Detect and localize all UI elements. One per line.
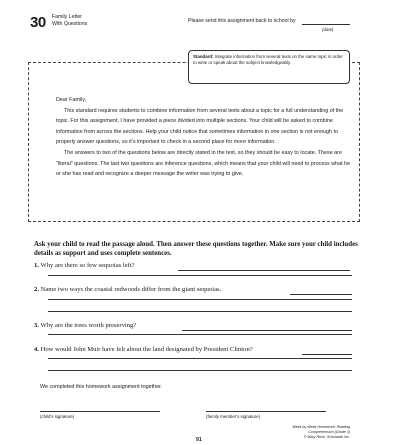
credit-line-1: Week by Week Homework: Reading Comprehension (Grade 3) <box>292 425 350 434</box>
instructions: Ask your child to read the passage aloud. Then answer these questions together. Make sure your child includes details as support and uses complete sentences. <box>34 241 358 257</box>
question-text: Why are the trees worth preserving? <box>38 322 137 329</box>
date-line <box>302 24 350 25</box>
letter-paragraph-1: This standard requires students to combine information from several texts about a topic for a full understanding of the topic. For this assignment, I have provided a piece divided into multiple sections. Your child will be asked to combine information from across the sections. Help your child notice that sometimes information in one section is not enough to properly answer questions, so it's important to check in a second place for more information. <box>56 107 344 146</box>
credit-line-2: © Mary Rose, Scholastic Inc. <box>303 435 350 439</box>
question-text: How would John Muir have felt about the land designated by President Clinton? <box>38 346 253 353</box>
question-3 <box>34 322 136 329</box>
question-4 <box>34 346 253 353</box>
question-text: Name two ways the coastal redwoods differ from the giant sequoias. <box>38 286 222 293</box>
answer-line[interactable] <box>48 358 352 359</box>
date-label: (date) <box>322 27 334 32</box>
question-number: 4. <box>34 346 39 353</box>
title-line-2: With Questions <box>52 20 88 27</box>
family-signature-label: (family member's signature) <box>206 414 261 419</box>
answer-line[interactable] <box>302 354 352 355</box>
answer-line[interactable] <box>48 370 352 371</box>
letter-greeting: Dear Family, <box>56 97 87 103</box>
question-number: 3. <box>34 322 39 329</box>
answer-line[interactable] <box>48 275 352 276</box>
child-signature-line[interactable] <box>40 411 160 412</box>
answer-line[interactable] <box>290 294 352 295</box>
question-2 <box>34 286 221 293</box>
question-number: 1. <box>34 262 39 269</box>
standard-label: Standard: <box>193 54 214 59</box>
lesson-title <box>52 14 87 27</box>
page-number: 91 <box>196 437 202 443</box>
answer-line[interactable] <box>178 270 350 271</box>
answer-line[interactable] <box>48 334 352 335</box>
question-1 <box>34 262 135 269</box>
family-letter <box>56 95 352 180</box>
family-signature-line[interactable] <box>206 411 326 412</box>
answer-line[interactable] <box>48 299 352 300</box>
standard-box <box>188 50 350 84</box>
title-line-1: Family Letter <box>52 14 82 20</box>
completion-text: We completed this homework assignment together. <box>40 384 163 390</box>
question-text: Why are there so few sequoias left? <box>38 262 135 269</box>
footer-credit <box>284 425 350 440</box>
question-number: 2. <box>34 286 39 293</box>
lesson-number: 30 <box>30 14 46 31</box>
answer-line[interactable] <box>182 330 352 331</box>
standard-text: Integrate information from several texts on the same topic in order to write or speak about the subject knowledgeably. <box>193 54 343 65</box>
letter-paragraph-2: The answers to two of the questions below are directly stated in the text, so they should be easy to locate. These are "literal" questions. The last two questions are inference questions, which means that your child will need to process what he or she has read and recognize a deeper message the writer was trying to give. <box>56 149 351 178</box>
send-back-text: Please send this assignment back to school by <box>188 18 296 24</box>
child-signature-label: (child's signature) <box>40 414 75 419</box>
answer-line[interactable] <box>48 311 352 312</box>
